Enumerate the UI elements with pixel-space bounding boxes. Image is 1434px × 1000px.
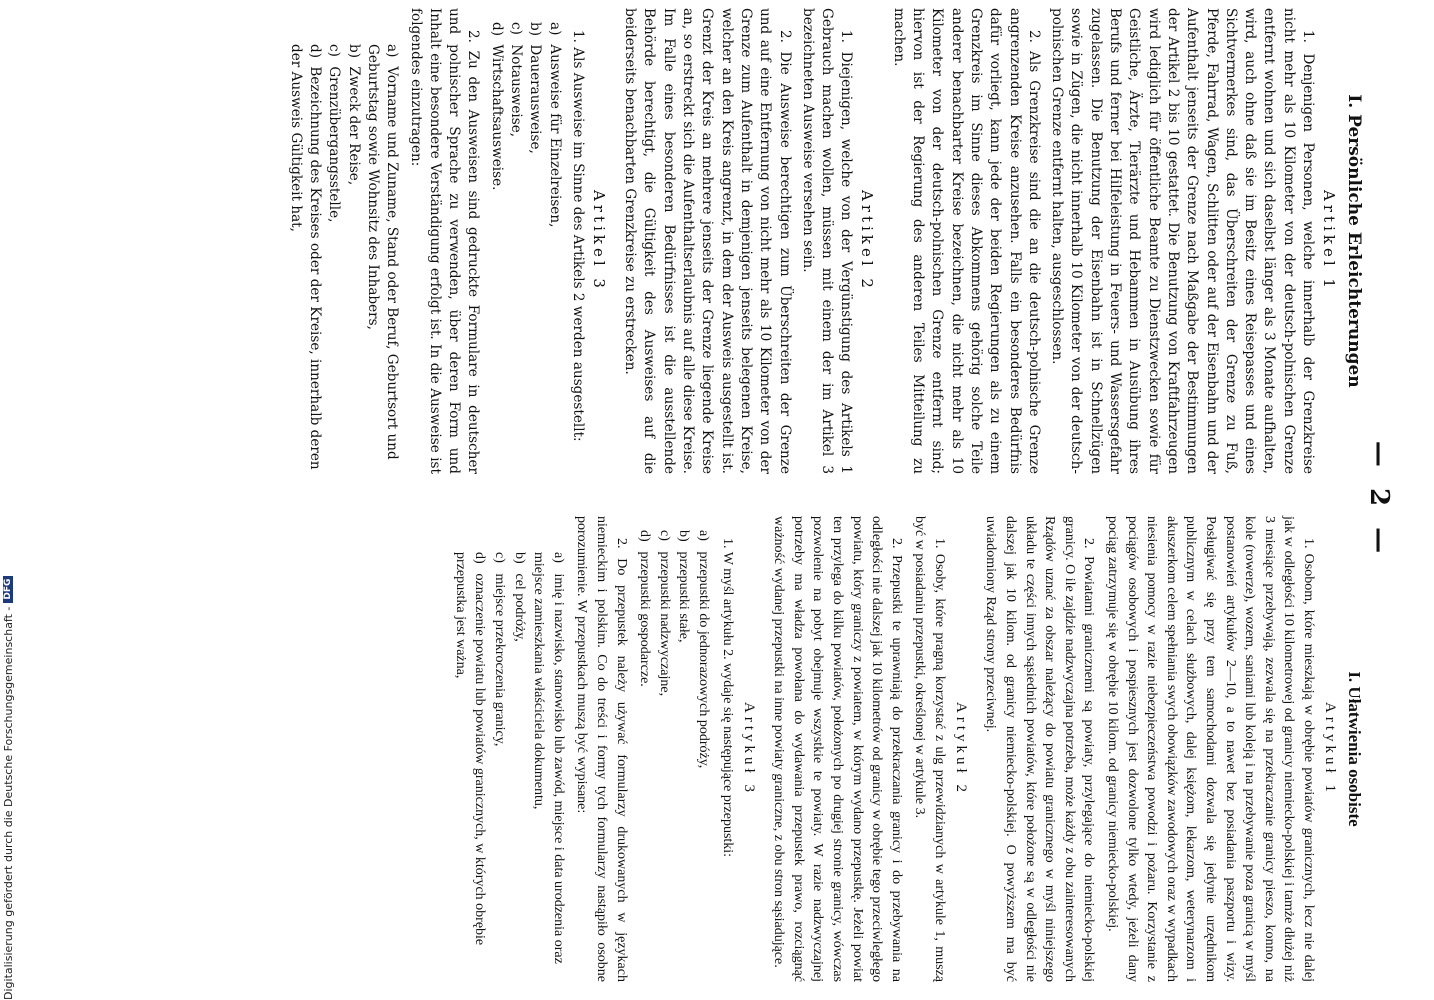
german-article-2 [620, 8, 877, 474]
list-item [363, 44, 402, 474]
paragraph: 1. Diejenigen, welche von der Vergünstigung des Artikels 1 Gebrauch machen wollen, müssen mit einem der im Artikel 3 bezeichneten Ausweise versehen sein. [799, 8, 855, 474]
paragraph: 2. Als Grenzkreise sind die an die deutsch-polnische Grenze angrenzenden Kreise anzusehen. Falls ein besonderes Bedürfnis dafür vorliegt, kann jede der beiden Regierungen als zu einem Grenzkreis im Sinne dieses Abkommens gehörig solche Teile anderer benachbarter Kreise bezeichnen, die nicht mehr als 10 Kilometer von der deutsch-polnischen Grenze entfernt sind; hiervon ist der Regierung des anderen Teiles Mitteilung zu machen. [890, 8, 1042, 474]
list-marker: c) [656, 530, 672, 541]
list-item [324, 44, 343, 474]
list-marker: a) [546, 22, 563, 36]
polish-article-1 [981, 516, 1338, 982]
list-item [525, 22, 544, 474]
list-marker: d) [637, 530, 653, 542]
list-text: Grenzübergangsstelle, [326, 66, 343, 223]
list-text: imię i nazwisko, stanowisko lub zawód, miejsce i data urodzenia oraz miejsce zamieszkania właściciela dokumentu, [531, 552, 566, 964]
list-text: oznaczenie powiatu lub powiatów granicznych, w których obrębie przepustka jest ważna, [452, 552, 488, 946]
paragraph: 2. Do przepustek należy używać formularzy drukowanych w językach niemieckim i polskim. Co do treści i formy tych formularzy nastąpiło osobne porozumienie. W przepustkach muszą być wypisane: [574, 516, 629, 982]
paragraph: 2. Przepustki te uprawniają do przekraczania granicy i do przebywania na odległości nie dalszej jak 10 kilometrów od granicy w obrębie tego przeciwległego powiatu, który graniczy z powiatem, w którym wydano przepustkę. Jeżeli powiat ten przylega do kilku powiatów, położonych po drugiej stronie granicy, wówczas pozwolenie na pobyt obejmuje wszystkie te powiaty. W razie nadzwyczajnej potrzeby ma władza powołana do wydawania przepustek prawo, rozciągnąć ważność wydanej przepustki na inne powiaty graniczne, z obu stron sąsiadujące. [771, 516, 904, 982]
list-text: cel podróży, [511, 573, 527, 642]
list-item [285, 44, 324, 474]
list-item [654, 530, 674, 982]
list-text: Bezeichnung des Kreises oder der Kreise, innerhalb deren der Ausweis Gültigkeit hat, [287, 44, 324, 470]
list-text: przepustki stałe, [676, 551, 692, 643]
page-number: — 2 — [1364, 440, 1394, 560]
list-marker: b) [511, 552, 527, 564]
list-item [529, 552, 568, 982]
paragraph: 1. Denjenigen Personen, welche innerhalb der Grenzkreise nicht mehr als 10 Kilometer von der deutsch-polnischen Grenze entfernt wohnen und sich daselbst länger als 3 Monate aufhalten, wird, auch ohne daß sie im Besitz eines Reisepasses und eines Sichtvermerkes sind, das Überschreiten der Grenze zu Fuß, Pferde, Fahrrad, Wagen, Schlitten oder auf der Eisenbahn und der Aufenthalt jenseits der Grenze nach Maßgabe der Bestimmungen der Artikel 2 bis 10 gestattet. Die Benutzung von Kraftfahrzeugen wird lediglich für öffentliche Beamte zu Dienstzwecken sowie für Geistliche, Ärzte, Tierärzte und Hebammen in Ausübung ihres Berufs und ferner bei Hilfeleistung in Feuers- und Wassersgefahr zugelassen. Die Benutzung der Eisenbahn ist in Schnellzügen sowie in Zügen, die nicht innerhalb 10 Kilometer von der deutsch-polnischen Grenze entfernt halten, ausgeschlossen. [1049, 8, 1316, 474]
article-title: Artykuł 2 [952, 702, 969, 796]
german-article-1 [888, 8, 1338, 474]
list-text: przepustki nadzwyczajne, [656, 551, 672, 697]
digitization-note: Digitalisierung gefördert durch die Deutsche Forschungsgemeinschaft - [1, 606, 15, 1000]
paragraph: 1. Als Ausweise im Sinne des Artikels 2 werden ausgestellt: [569, 30, 586, 442]
polish-article-3 [450, 516, 756, 982]
list-item [343, 44, 362, 474]
list-item [544, 22, 563, 474]
german-article-3 [285, 8, 607, 474]
german-section-title: I. Persönliche Erleichterungen [1344, 94, 1364, 388]
polish-article-2 [769, 516, 969, 982]
list-item [506, 22, 525, 474]
list [450, 516, 568, 982]
article-title: Artykuł 1 [1322, 702, 1338, 796]
list-marker: b) [527, 22, 544, 37]
list-text: Vorname und Zuname, Stand oder Beruf, Geburtsort und Geburtstag sowie Wohnsitz des Inhabers, [364, 44, 401, 460]
list-text: Wirtschaftsausweise. [488, 44, 505, 191]
list [486, 8, 563, 474]
list-item [450, 552, 489, 982]
list-text: przepustki gospodarcze. [637, 551, 653, 687]
paragraph: 2. Powiatami granicznemi są powiaty, przylegające do niemiecko-polskiej granicy. O ile zajdzie nadzwyczajna potrzeba, może każdy z obu zainteresowanych Rządów uznać za obszar należący do powiatu granicznego w myśl niniejszego układu te części innych sąsiednich powiatów, które położone są w odległości nie dalszej jak 10 kilom. od granicy niemiecko-polskiej. O powyższem ma być uwiadomiony Rząd strony przeciwnej. [983, 516, 1097, 982]
list-item [486, 22, 505, 474]
list-marker: c) [492, 552, 508, 563]
list-text: Zweck der Reise, [345, 66, 362, 186]
article-title: Artikel 2 [858, 190, 877, 292]
list-marker: b) [345, 44, 362, 59]
list-marker: c) [326, 44, 343, 57]
list-text: Dauerausweise, [527, 44, 544, 154]
list [635, 516, 713, 982]
list-marker: a) [695, 530, 711, 541]
polish-section-title: I. Ułatwienia osobiste [1345, 671, 1364, 827]
list-marker: c) [508, 22, 525, 35]
paragraph: 2. Zu den Ausweisen sind gedruckte Formulare in deutscher und polnischer Sprache zu verwenden, über deren Form und Inhalt eine besondere Verständigung erfolgt ist. In die Ausweise ist folgendes einzutragen: [407, 8, 482, 474]
list-marker: d) [307, 44, 324, 59]
list-marker: a) [550, 552, 566, 563]
digitization-footer [0, 0, 16, 1000]
list-item [509, 552, 529, 982]
paragraph: 2. Die Ausweise berechtigen zum Überschreiten der Grenze und auf eine Entfernung von nicht mehr als 10 Kilometer von der Grenze zum Aufenthalt in demjenigen jenseits belegenen Kreise, welcher an den Kreis angrenzt, in dem der Ausweis ausgestellt ist. Grenzt der Kreis an mehrere jenseits der Grenze liegende Kreise an, so erstreckt sich die Aufenthaltserlaubnis auf alle diese Kreise. Im Falle eines besonderen Bedürfnisses ist die ausstellende Behörde berechtigt, die Gültigkeit des Ausweises auf die beiderseits benachbarten Grenzkreise zu erstrecken. [622, 8, 793, 474]
list-item [693, 530, 713, 982]
list-text: Notausweise, [508, 44, 525, 138]
article-title: Artikel 1 [1320, 190, 1338, 292]
list-item [635, 530, 655, 982]
paragraph: 1. Osobom, które mieszkają w obrębie powiatów granicznych, lecz nie dalej jak w odległości 10 kilometrowej od granicy niemiecko-polskiej i tamże dłużej niż 3 miesiące przebywają, zezwala się na przekraczanie granicy pieszo, konno, na kole (rowerze), wozem, saniami lub koleją i na przebywanie poza granicą w myśl postanowień artykułów 2—10, a to nawet bez posiadania paszportu i wizy. Posługiwać się przy tem samochodami dozwala się jedynie urzędnikom publicznym w celach służbowych, dalej księżom, lekarzom, weterynarzom i akuszerkom celem spełniania swych obowiązków zawodowych oraz w wypadkach niesienia pomocy w razie niebezpieczeństwa powodzi i pożaru. Korzystanie z pociągów osobowych i pospiesznych jest dozwolone tylko wtedy, jeżeli dany pociąg zatrzymuje się w obrębie 10 kilom. od granicy niemiecko-polskiej. [1105, 516, 1316, 982]
article-title: Artikel 3 [589, 190, 608, 292]
list-item [674, 530, 694, 982]
list-text: Ausweise für Einzelreisen, [546, 44, 563, 228]
dfg-logo-icon: DFG [3, 576, 13, 603]
list-marker: a) [384, 44, 401, 58]
list-marker: d) [488, 22, 505, 37]
list [285, 8, 401, 474]
paragraph: 1. Osoby, które pragną korzystać z ulg przewidzianych w artykule 1, muszą być w posiadaniu przepustki, określonej w artykule 3. [912, 516, 947, 982]
list-text: przepustki do jednorazowych podróży, [695, 551, 711, 769]
list-text: miejsce przekroczenia granicy, [492, 573, 508, 747]
polish-column [438, 516, 1366, 982]
article-title: Artykuł 3 [740, 702, 757, 796]
list-item [489, 552, 509, 982]
list-marker: d) [472, 552, 488, 564]
list-marker: b) [676, 530, 692, 542]
german-column [273, 8, 1366, 474]
paragraph: 1. W myśl artykułu 2. wydaje się następujące przepustki: [719, 538, 735, 858]
